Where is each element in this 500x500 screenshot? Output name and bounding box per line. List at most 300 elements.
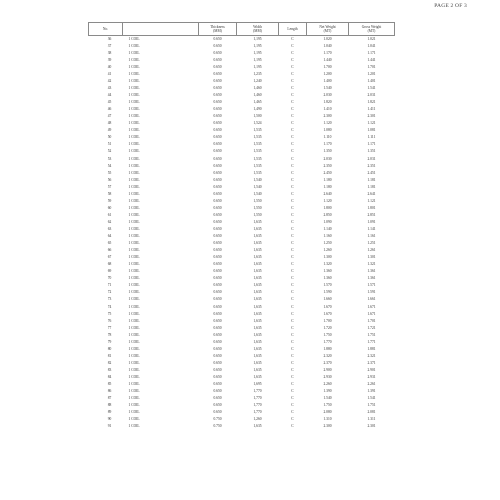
cell-net-weight: 1.200 — [323, 71, 332, 76]
cell-length: C — [291, 269, 294, 274]
cell-gross-weight: 1.181 — [367, 177, 376, 182]
cell-no: 74 — [107, 304, 112, 309]
cell-width: 1,635 — [253, 346, 262, 351]
cell-gross-weight: 1.671 — [367, 311, 376, 316]
cell-description: 1 COIL — [128, 339, 140, 344]
cell-gross-weight: 1.701 — [367, 64, 376, 69]
cell-description: 1 COIL — [128, 128, 140, 133]
cell-thickness: 0.650 — [213, 79, 222, 83]
cell-net-weight: 1.040 — [323, 43, 332, 48]
cell-width: 1,465 — [253, 100, 262, 105]
cell-length: C — [291, 234, 294, 239]
cell-net-weight: 2.850 — [323, 212, 332, 217]
cell-net-weight: 1.360 — [323, 276, 332, 281]
cell-no: 56 — [107, 177, 112, 182]
table-row — [89, 233, 395, 240]
cell-description: 1 COIL — [128, 318, 140, 323]
table-row — [89, 332, 395, 339]
cell-length: C — [291, 389, 294, 394]
table-row — [89, 283, 395, 290]
table-row — [89, 339, 395, 346]
cell-no: 36 — [107, 36, 112, 41]
cell-length: C — [291, 107, 294, 112]
cell-net-weight: 1.350 — [323, 149, 332, 154]
cell-length: C — [291, 410, 294, 415]
cell-thickness: 0.650 — [213, 198, 222, 203]
cell-description: 1 COIL — [128, 304, 140, 309]
cell-description: 1 COIL — [128, 269, 140, 274]
cell-net-weight: 1.120 — [323, 121, 332, 126]
cell-width: 1,550 — [253, 212, 262, 217]
cell-width: 1,535 — [253, 170, 262, 175]
header-description — [123, 23, 199, 36]
table-header-row — [89, 23, 395, 36]
cell-gross-weight: 1.361 — [367, 269, 376, 274]
cell-gross-weight: 2.851 — [367, 212, 376, 217]
header-width: Width (MM) — [237, 23, 279, 36]
table-row — [89, 374, 395, 381]
cell-no: 57 — [107, 184, 112, 189]
cell-width: 1,535 — [253, 142, 262, 147]
cell-no: 70 — [107, 276, 112, 281]
cell-description: 1 COIL — [128, 297, 140, 302]
cell-thickness: 0.650 — [213, 339, 222, 344]
table-row — [89, 198, 395, 205]
cell-length: C — [291, 382, 294, 387]
cell-width: 1,195 — [253, 50, 262, 55]
cell-length: C — [291, 353, 294, 358]
cell-thickness: 0.650 — [213, 360, 222, 365]
cell-thickness: 0.650 — [213, 374, 222, 379]
cell-gross-weight: 2.031 — [367, 156, 376, 161]
cell-length: C — [291, 114, 294, 119]
cell-net-weight: 2.260 — [323, 382, 332, 387]
cell-gross-weight: 1.661 — [367, 297, 376, 302]
cell-no: 81 — [107, 353, 112, 358]
cell-net-weight: 2.350 — [323, 163, 332, 168]
cell-no: 77 — [107, 325, 112, 330]
cell-width: 1,635 — [253, 262, 262, 267]
table-row — [89, 388, 395, 395]
cell-width: 1,195 — [253, 36, 262, 41]
cell-no: 39 — [107, 57, 112, 62]
cell-description: 1 COIL — [128, 71, 140, 76]
cell-net-weight: 2.900 — [323, 367, 332, 372]
cell-thickness: 0.650 — [213, 269, 222, 274]
cell-length: C — [291, 163, 294, 168]
cell-gross-weight: 1.541 — [367, 396, 376, 401]
cell-gross-weight: 1.201 — [367, 71, 376, 76]
cell-gross-weight: 2.931 — [367, 374, 376, 379]
cell-description: 1 COIL — [128, 325, 140, 330]
cell-gross-weight: 2.301 — [367, 114, 376, 119]
cell-length: C — [291, 50, 294, 55]
cell-gross-weight: 1.141 — [367, 226, 376, 231]
cell-description: 1 COIL — [128, 184, 140, 189]
table-row — [89, 311, 395, 318]
cell-no: 37 — [107, 43, 112, 48]
cell-length: C — [291, 297, 294, 302]
cell-length: C — [291, 93, 294, 98]
table-row — [89, 402, 395, 409]
cell-length: C — [291, 276, 294, 281]
table-row — [89, 177, 395, 184]
cell-no: 71 — [107, 283, 112, 288]
cell-width: 1,195 — [253, 64, 262, 69]
cell-no: 65 — [107, 241, 112, 246]
table-row — [89, 290, 395, 297]
cell-thickness: 0.650 — [213, 121, 222, 126]
cell-no: 43 — [107, 86, 112, 91]
cell-thickness: 0.650 — [213, 86, 222, 91]
cell-description: 1 COIL — [128, 360, 140, 365]
table-row — [89, 135, 395, 142]
cell-no: 49 — [107, 128, 112, 133]
cell-thickness: 0.650 — [213, 332, 222, 337]
cell-description: 1 COIL — [128, 417, 140, 422]
cell-net-weight: 1.410 — [323, 107, 332, 112]
header-no: No. — [89, 23, 123, 36]
table-row — [89, 395, 395, 402]
table-row — [89, 92, 395, 99]
cell-no: 90 — [107, 417, 112, 422]
cell-gross-weight: 1.751 — [367, 332, 376, 337]
cell-description: 1 COIL — [128, 332, 140, 337]
cell-gross-weight: 1.591 — [367, 290, 376, 295]
table-row — [89, 318, 395, 325]
cell-width: 1,635 — [253, 269, 262, 274]
page-number-label: PAGE 2 OF 3 — [434, 3, 467, 9]
cell-thickness: 0.650 — [213, 353, 222, 358]
cell-width: 1,535 — [253, 163, 262, 168]
cell-net-weight: 1.820 — [323, 100, 332, 105]
cell-gross-weight: 2.081 — [367, 410, 376, 415]
cell-description: 1 COIL — [128, 121, 140, 126]
cell-description: 1 COIL — [128, 234, 140, 239]
cell-description: 1 COIL — [128, 241, 140, 246]
cell-description: 1 COIL — [128, 403, 140, 408]
cell-length: C — [291, 241, 294, 246]
cell-net-weight: 1.540 — [323, 86, 332, 91]
cell-description: 1 COIL — [128, 64, 140, 69]
cell-gross-weight: 1.311 — [367, 417, 376, 422]
cell-width: 1,240 — [253, 79, 262, 83]
cell-no: 91 — [107, 424, 112, 429]
cell-description: 1 COIL — [128, 262, 140, 267]
table-row — [89, 78, 395, 85]
cell-net-weight: 2.370 — [323, 360, 332, 365]
cell-length: C — [291, 57, 294, 62]
cell-net-weight: 2.030 — [323, 156, 332, 161]
packing-list-sheet — [88, 22, 394, 431]
cell-no: 89 — [107, 410, 112, 415]
cell-net-weight: 1.440 — [323, 57, 332, 62]
cell-net-weight: 1.320 — [323, 262, 332, 267]
cell-gross-weight: 1.441 — [367, 57, 376, 62]
cell-description: 1 COIL — [128, 205, 140, 210]
cell-thickness: 0.650 — [213, 163, 222, 168]
cell-length: C — [291, 198, 294, 203]
table-row — [89, 64, 395, 71]
cell-thickness: 0.650 — [213, 297, 222, 302]
cell-width: 1,460 — [253, 86, 262, 91]
cell-no: 64 — [107, 234, 112, 239]
cell-width: 1,540 — [253, 184, 262, 189]
table-row — [89, 417, 395, 424]
cell-description: 1 COIL — [128, 353, 140, 358]
cell-width: 1,635 — [253, 360, 262, 365]
cell-gross-weight: 1.321 — [367, 262, 376, 267]
cell-gross-weight: 1.751 — [367, 403, 376, 408]
cell-gross-weight: 1.261 — [367, 248, 376, 253]
cell-width: 1,550 — [253, 205, 262, 210]
cell-net-weight: 1.720 — [323, 325, 332, 330]
cell-description: 1 COIL — [128, 50, 140, 55]
cell-net-weight: 1.570 — [323, 283, 332, 288]
cell-net-weight: 1.080 — [323, 128, 332, 133]
cell-width: 1,535 — [253, 156, 262, 161]
cell-thickness: 0.650 — [213, 50, 222, 55]
cell-net-weight: 1.700 — [323, 318, 332, 323]
cell-net-weight: 1.170 — [323, 142, 332, 147]
cell-net-weight: 1.400 — [323, 79, 332, 83]
cell-net-weight: 1.660 — [323, 297, 332, 302]
table-row — [89, 346, 395, 353]
header-length: Length — [279, 23, 307, 36]
cell-gross-weight: 1.541 — [367, 86, 376, 91]
cell-thickness: 0.650 — [213, 64, 222, 69]
cell-description: 1 COIL — [128, 163, 140, 168]
cell-description: 1 COIL — [128, 107, 140, 112]
cell-length: C — [291, 318, 294, 323]
cell-length: C — [291, 255, 294, 260]
cell-thickness: 0.650 — [213, 128, 222, 133]
header-thickness: Thickness (MM) — [199, 23, 237, 36]
cell-length: C — [291, 424, 294, 429]
cell-length: C — [291, 121, 294, 126]
cell-width: 1,635 — [253, 290, 262, 295]
cell-net-weight: 1.590 — [323, 290, 332, 295]
cell-width: 1,635 — [253, 311, 262, 316]
cell-width: 1,500 — [253, 114, 262, 119]
cell-no: 88 — [107, 403, 112, 408]
table-row — [89, 43, 395, 50]
cell-length: C — [291, 367, 294, 372]
cell-net-weight: 1.750 — [323, 332, 332, 337]
cell-no: 40 — [107, 64, 112, 69]
table-row — [89, 240, 395, 247]
table-row — [89, 304, 395, 311]
cell-thickness: 0.650 — [213, 403, 222, 408]
cell-width: 1,635 — [253, 297, 262, 302]
cell-thickness: 0.650 — [213, 346, 222, 351]
cell-length: C — [291, 170, 294, 175]
cell-thickness: 0.650 — [213, 248, 222, 253]
cell-no: 58 — [107, 191, 112, 196]
cell-width: 1,770 — [253, 410, 262, 415]
cell-width: 1,770 — [253, 403, 262, 408]
cell-gross-weight: 1.771 — [367, 339, 376, 344]
cell-gross-weight: 1.301 — [367, 255, 376, 260]
cell-thickness: 0.650 — [213, 170, 222, 175]
cell-thickness: 0.650 — [213, 177, 222, 182]
cell-thickness: 0.650 — [213, 241, 222, 246]
cell-width: 1,635 — [253, 226, 262, 231]
cell-no: 78 — [107, 332, 112, 337]
cell-width: 1,635 — [253, 424, 262, 429]
table-row — [89, 353, 395, 360]
cell-width: 1,195 — [253, 57, 262, 62]
cell-gross-weight: 1.571 — [367, 283, 376, 288]
table-row — [89, 409, 395, 416]
table-row — [89, 114, 395, 121]
cell-thickness: 0.650 — [213, 212, 222, 217]
cell-description: 1 COIL — [128, 43, 140, 48]
cell-length: C — [291, 205, 294, 210]
table-row — [89, 71, 395, 78]
cell-description: 1 COIL — [128, 114, 140, 119]
table-row — [89, 149, 395, 156]
cell-length: C — [291, 346, 294, 351]
cell-length: C — [291, 219, 294, 224]
cell-net-weight: 1.020 — [323, 36, 332, 41]
cell-width: 1,540 — [253, 177, 262, 182]
cell-thickness: 0.650 — [213, 156, 222, 161]
cell-length: C — [291, 149, 294, 154]
cell-width: 1,535 — [253, 149, 262, 154]
cell-thickness: 0.650 — [213, 382, 222, 387]
cell-thickness: 0.650 — [213, 389, 222, 394]
cell-width: 1,260 — [253, 417, 262, 422]
cell-gross-weight: 1.701 — [367, 318, 376, 323]
cell-thickness: 0.650 — [213, 142, 222, 147]
cell-no: 62 — [107, 219, 112, 224]
cell-thickness: 0.650 — [213, 396, 222, 401]
cell-thickness: 0.650 — [213, 100, 222, 105]
table-row — [89, 276, 395, 283]
cell-description: 1 COIL — [128, 170, 140, 175]
cell-thickness: 0.650 — [213, 71, 222, 76]
cell-gross-weight: 1.401 — [367, 79, 376, 83]
cell-net-weight: 1.120 — [323, 198, 332, 203]
cell-gross-weight: 1.881 — [367, 346, 376, 351]
cell-length: C — [291, 332, 294, 337]
cell-gross-weight: 2.301 — [367, 424, 376, 429]
cell-no: 83 — [107, 367, 112, 372]
cell-thickness: 0.650 — [213, 184, 222, 189]
cell-length: C — [291, 374, 294, 379]
cell-description: 1 COIL — [128, 156, 140, 161]
cell-thickness: 0.650 — [213, 290, 222, 295]
cell-gross-weight: 1.121 — [367, 198, 376, 203]
cell-gross-weight: 1.801 — [367, 205, 376, 210]
cell-length: C — [291, 311, 294, 316]
cell-gross-weight: 2.641 — [367, 191, 376, 196]
cell-thickness: 0.650 — [213, 304, 222, 309]
cell-net-weight: 1.170 — [323, 50, 332, 55]
cell-no: 48 — [107, 121, 112, 126]
cell-no: 76 — [107, 318, 112, 323]
cell-length: C — [291, 177, 294, 182]
cell-gross-weight: 1.021 — [367, 36, 376, 41]
cell-thickness: 0.650 — [213, 234, 222, 239]
cell-gross-weight: 1.351 — [367, 149, 376, 154]
cell-description: 1 COIL — [128, 424, 140, 429]
cell-no: 44 — [107, 93, 112, 98]
cell-no: 67 — [107, 255, 112, 260]
cell-thickness: 0.650 — [213, 311, 222, 316]
cell-no: 69 — [107, 269, 112, 274]
table-row — [89, 381, 395, 388]
cell-net-weight: 1.300 — [323, 255, 332, 260]
cell-description: 1 COIL — [128, 248, 140, 253]
table-row — [89, 226, 395, 233]
header-net-weight: Net Weight (MT) — [307, 23, 349, 36]
cell-description: 1 COIL — [128, 86, 140, 91]
cell-gross-weight: 1.111 — [367, 135, 376, 140]
cell-no: 86 — [107, 389, 112, 394]
cell-gross-weight: 1.041 — [367, 43, 376, 48]
cell-thickness: 0.650 — [213, 276, 222, 281]
cell-width: 1,635 — [253, 219, 262, 224]
cell-width: 1,524 — [253, 121, 262, 126]
cell-description: 1 COIL — [128, 276, 140, 281]
cell-net-weight: 1.540 — [323, 396, 332, 401]
cell-description: 1 COIL — [128, 367, 140, 372]
cell-width: 1,535 — [253, 128, 262, 133]
cell-width: 1,635 — [253, 304, 262, 309]
packing-list-table — [88, 22, 395, 431]
cell-net-weight: 2.080 — [323, 410, 332, 415]
cell-thickness: 0.750 — [213, 417, 222, 422]
cell-width: 1,635 — [253, 255, 262, 260]
cell-no: 68 — [107, 262, 112, 267]
cell-thickness: 0.650 — [213, 262, 222, 267]
cell-length: C — [291, 339, 294, 344]
table-row — [89, 360, 395, 367]
table-row — [89, 367, 395, 374]
cell-net-weight: 1.140 — [323, 226, 332, 231]
cell-description: 1 COIL — [128, 410, 140, 415]
cell-thickness: 0.650 — [213, 318, 222, 323]
cell-length: C — [291, 212, 294, 217]
cell-no: 59 — [107, 198, 112, 203]
table-row — [89, 212, 395, 219]
table-row — [89, 191, 395, 198]
cell-gross-weight: 1.121 — [367, 121, 376, 126]
cell-description: 1 COIL — [128, 212, 140, 217]
cell-net-weight: 2.320 — [323, 353, 332, 358]
cell-thickness: 0.650 — [213, 57, 222, 62]
table-row — [89, 128, 395, 135]
cell-description: 1 COIL — [128, 290, 140, 295]
cell-net-weight: 1.800 — [323, 205, 332, 210]
cell-description: 1 COIL — [128, 100, 140, 105]
cell-no: 55 — [107, 170, 112, 175]
cell-thickness: 0.650 — [213, 219, 222, 224]
cell-gross-weight: 1.081 — [367, 128, 376, 133]
cell-length: C — [291, 283, 294, 288]
cell-description: 1 COIL — [128, 191, 140, 196]
cell-length: C — [291, 360, 294, 365]
cell-net-weight: 2.930 — [323, 374, 332, 379]
cell-width: 1,540 — [253, 191, 262, 196]
cell-description: 1 COIL — [128, 135, 140, 140]
cell-no: 54 — [107, 163, 112, 168]
cell-width: 1,635 — [253, 353, 262, 358]
cell-net-weight: 1.700 — [323, 64, 332, 69]
cell-width: 1,635 — [253, 248, 262, 253]
